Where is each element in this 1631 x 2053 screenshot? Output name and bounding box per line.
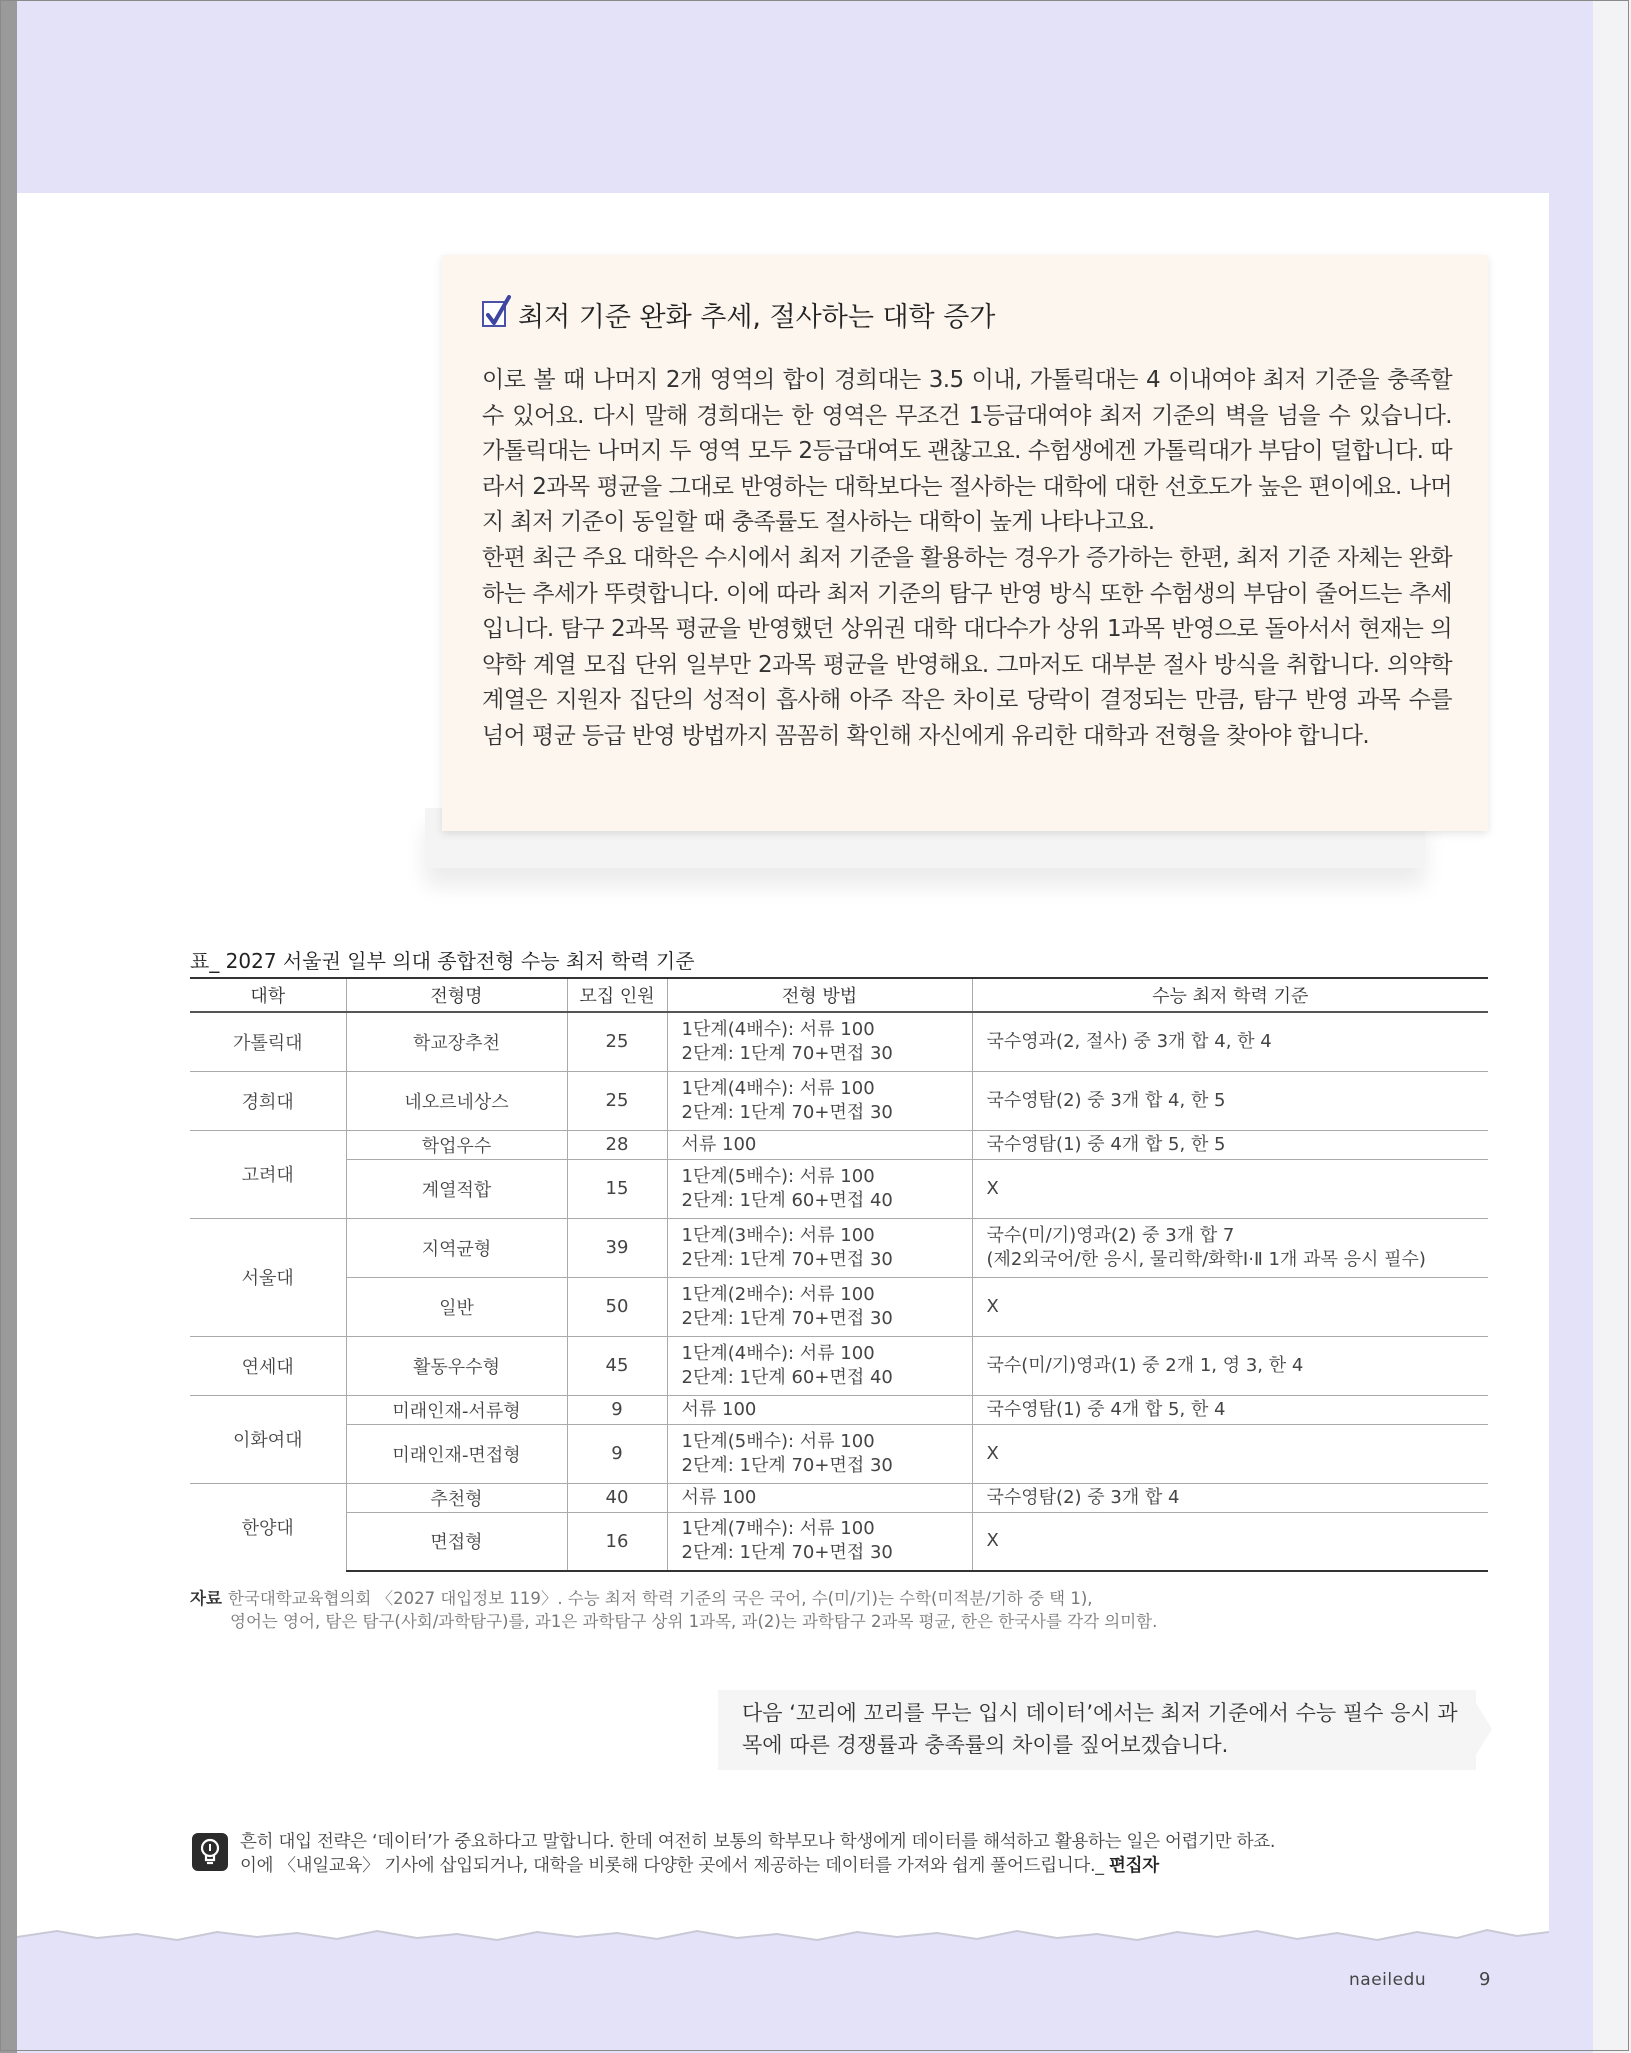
table-row [190,1512,1488,1571]
criteria-line: X [986,1295,999,1317]
table-row [190,1483,1488,1512]
cell-criteria [972,1071,1488,1130]
cell-name: 추천형 [346,1483,567,1512]
method-line: 2단계: 1단계 70+면접 30 [681,1248,893,1270]
cell-university: 고려대 [190,1130,346,1218]
method-line: 1단계(4배수): 서류 100 [681,1018,875,1040]
method-line: 2단계: 1단계 60+면접 40 [681,1366,893,1388]
table-row [190,1424,1488,1483]
criteria-line: 국수영탐(1) 중 4개 합 5, 한 4 [986,1398,1226,1420]
criteria-line: 국수(미/기)영과(2) 중 3개 합 7 [986,1224,1235,1246]
table-caption: 표_ 2027 서울권 일부 의대 종합전형 수능 최저 학력 기준 [190,949,695,973]
checkbox-icon [482,301,506,327]
cell-criteria [972,1012,1488,1071]
criteria-line: (제2외국어/한 응시, 물리학/화학Ⅰ·Ⅱ 1개 과목 응시 필수) [986,1248,1426,1270]
table-source [190,1587,1490,1633]
table-row [190,1130,1488,1159]
criteria-line: 국수영탐(1) 중 4개 합 5, 한 5 [986,1133,1226,1155]
source-label: 자료 [190,1589,222,1608]
cell-count: 39 [567,1218,667,1277]
cell-criteria [972,1424,1488,1483]
header-university: 대학 [190,978,346,1012]
cell-name: 활동우수형 [346,1336,567,1395]
table-row [190,1218,1488,1277]
table-row [190,1071,1488,1130]
method-line: 1단계(5배수): 서류 100 [681,1165,875,1187]
table-row [190,1395,1488,1424]
page-number: 9 [1479,1969,1491,1990]
cell-method [667,1218,972,1277]
cell-name: 계열적합 [346,1159,567,1218]
header-count: 모집 인원 [567,978,667,1012]
method-line: 2단계: 1단계 70+면접 30 [681,1542,893,1564]
cell-method [667,1483,972,1512]
callout-arrow [1476,1703,1492,1755]
cell-university: 연세대 [190,1336,346,1395]
cell-count: 28 [567,1130,667,1159]
box-paragraph: 한편 최근 주요 대학은 수시에서 최저 기준을 활용하는 경우가 증가하는 한편, 최저 기준 자체는 완화하는 추세가 뚜렷합니다. 이에 따라 최저 기준의 탐구 반영 방식 또한 수험생의 부담이 줄어드는 추세입니다. 탐구 2과목 평균을 반영했던 상위권 대학 대다수가 상위 1과목 반영으로 돌아서서 현재는 의약학 계열 모집 단위 일부만 2과목 평균을 반영해요. 그마저도 대부분 절사 방식을 취합니다. 의약학 계열은 지원자 집단의 성적이 흡사해 아주 작은 차이로 당락이 결정되는 만큼, 탐구 반영 과목 수를 넘어 평균 등급 반영 방법까지 꼼꼼히 확인해 자신에게 유리한 대학과 전형을 찾아야 합니다. [482,544,1452,749]
criteria-table [190,977,1488,1572]
cell-method [667,1424,972,1483]
cell-name: 면접형 [346,1512,567,1571]
method-line: 2단계: 1단계 60+면접 40 [681,1189,893,1211]
cell-criteria [972,1483,1488,1512]
note-line: 이에 〈내일교육〉 기사에 삽입되거나, 대학을 비롯해 다양한 곳에서 제공하는 데이터를 가져와 쉽게 풀어드립니다._ [240,1856,1104,1876]
cell-university: 한양대 [190,1483,346,1571]
cell-count: 25 [567,1012,667,1071]
method-line: 1단계(4배수): 서류 100 [681,1342,875,1364]
cell-criteria [972,1395,1488,1424]
cell-university: 경희대 [190,1071,346,1130]
cell-name: 네오르네상스 [346,1071,567,1130]
header-method: 전형 방법 [667,978,972,1012]
method-line: 1단계(4배수): 서류 100 [681,1077,875,1099]
cell-count: 45 [567,1336,667,1395]
criteria-line: X [986,1177,999,1199]
footer-brand: naeiledu [1349,1970,1427,1990]
cell-criteria [972,1130,1488,1159]
cell-name: 학교장추천 [346,1012,567,1071]
method-line: 서류 100 [681,1133,757,1155]
cell-method [667,1395,972,1424]
method-line: 서류 100 [681,1398,757,1420]
method-line: 1단계(7배수): 서류 100 [681,1518,875,1540]
cell-name: 미래인재-면접형 [346,1424,567,1483]
criteria-line: 국수(미/기)영과(1) 중 2개 1, 영 3, 한 4 [986,1354,1304,1376]
cell-count: 25 [567,1071,667,1130]
method-line: 1단계(2배수): 서류 100 [681,1283,875,1305]
cell-university: 서울대 [190,1218,346,1336]
method-line: 2단계: 1단계 70+면접 30 [681,1101,893,1123]
criteria-line: 국수영탐(2) 중 3개 합 4 [986,1486,1180,1508]
cell-name: 학업우수 [346,1130,567,1159]
method-line: 서류 100 [681,1486,757,1508]
source-line: 한국대학교육협의회 〈2027 대입정보 119〉. 수능 최저 학력 기준의 국은 국어, 수(미/기)는 수학(미적분/기하 중 택 1), [227,1589,1093,1608]
method-line: 1단계(3배수): 서류 100 [681,1224,875,1246]
box-heading [482,296,995,332]
cell-method [667,1071,972,1130]
table-row [190,1159,1488,1218]
cell-method [667,1277,972,1336]
cell-count: 9 [567,1395,667,1424]
cell-criteria [972,1277,1488,1336]
editor-note [240,1830,1440,1878]
cell-method [667,1159,972,1218]
table-header-row [190,978,1488,1012]
cell-name: 미래인재-서류형 [346,1395,567,1424]
method-line: 2단계: 1단계 70+면접 30 [681,1307,893,1329]
note-line: 흔히 대입 전략은 ‘데이터’가 중요하다고 말합니다. 한데 여전히 보통의 학부모나 학생에게 데이터를 해석하고 활용하는 일은 어렵기만 하죠. [240,1832,1276,1852]
lightbulb-icon [192,1833,228,1871]
torn-paper-edge [17,1920,1549,1960]
callout-text: 다음 ‘꼬리에 꼬리를 무는 입시 데이터’에서는 최저 기준에서 수능 필수 응시 과목에 따른 경쟁률과 충족률의 차이를 짚어보겠습니다. [742,1701,1458,1757]
box-body [482,363,1452,755]
criteria-line: X [986,1442,999,1464]
criteria-line: X [986,1530,999,1552]
table-row [190,1336,1488,1395]
note-author: 편집자 [1109,1856,1159,1876]
method-line: 2단계: 1단계 70+면접 30 [681,1454,893,1476]
cell-count: 15 [567,1159,667,1218]
source-line: 영어는 영어, 탐은 탐구(사회/과학탐구)를, 과1은 과학탐구 상위 1과목, 과(2)는 과학탐구 2과목 평균, 한은 한국사를 각각 의미함. [230,1612,1158,1631]
table-row [190,1277,1488,1336]
cell-method [667,1012,972,1071]
cell-name: 일반 [346,1277,567,1336]
cell-criteria [972,1512,1488,1571]
method-line: 1단계(5배수): 서류 100 [681,1430,875,1452]
method-line: 2단계: 1단계 70+면접 30 [681,1042,893,1064]
criteria-line: 국수영과(2, 절사) 중 3개 합 4, 한 4 [986,1030,1272,1052]
cell-count: 40 [567,1483,667,1512]
criteria-line: 국수영탐(2) 중 3개 합 4, 한 5 [986,1089,1226,1111]
cell-count: 16 [567,1512,667,1571]
cell-method [667,1336,972,1395]
table-row [190,1012,1488,1071]
cell-criteria [972,1218,1488,1277]
cell-university: 가톨릭대 [190,1012,346,1071]
box-paragraph: 이로 볼 때 나머지 2개 영역의 합이 경희대는 3.5 이내, 가톨릭대는 4 이내여야 최저 기준을 충족할 수 있어요. 다시 말해 경희대는 한 영역은 무조건 1등급대여야 최저 기준의 벽을 넘을 수 있습니다. 가톨릭대는 나머지 두 영역 모두 2등급대여도 괜찮고요. 수험생에겐 가톨릭대가 부담이 덜합니다. 따라서 2과목 평균을 그대로 반영하는 대학보다는 절사하는 대학에 대한 선호도가 높은 편이에요. 나머지 최저 기준이 동일할 때 충족률도 절사하는 대학이 높게 나타나고요. [482,367,1452,536]
cell-count: 9 [567,1424,667,1483]
cell-count: 50 [567,1277,667,1336]
cell-university: 이화여대 [190,1395,346,1483]
header-name: 전형명 [346,978,567,1012]
box-title: 최저 기준 완화 추세, 절사하는 대학 증가 [518,301,996,333]
cell-method [667,1512,972,1571]
cell-method [667,1130,972,1159]
cell-name: 지역균형 [346,1218,567,1277]
header-criteria: 수능 최저 학력 기준 [972,978,1488,1012]
cell-criteria [972,1336,1488,1395]
cell-criteria [972,1159,1488,1218]
